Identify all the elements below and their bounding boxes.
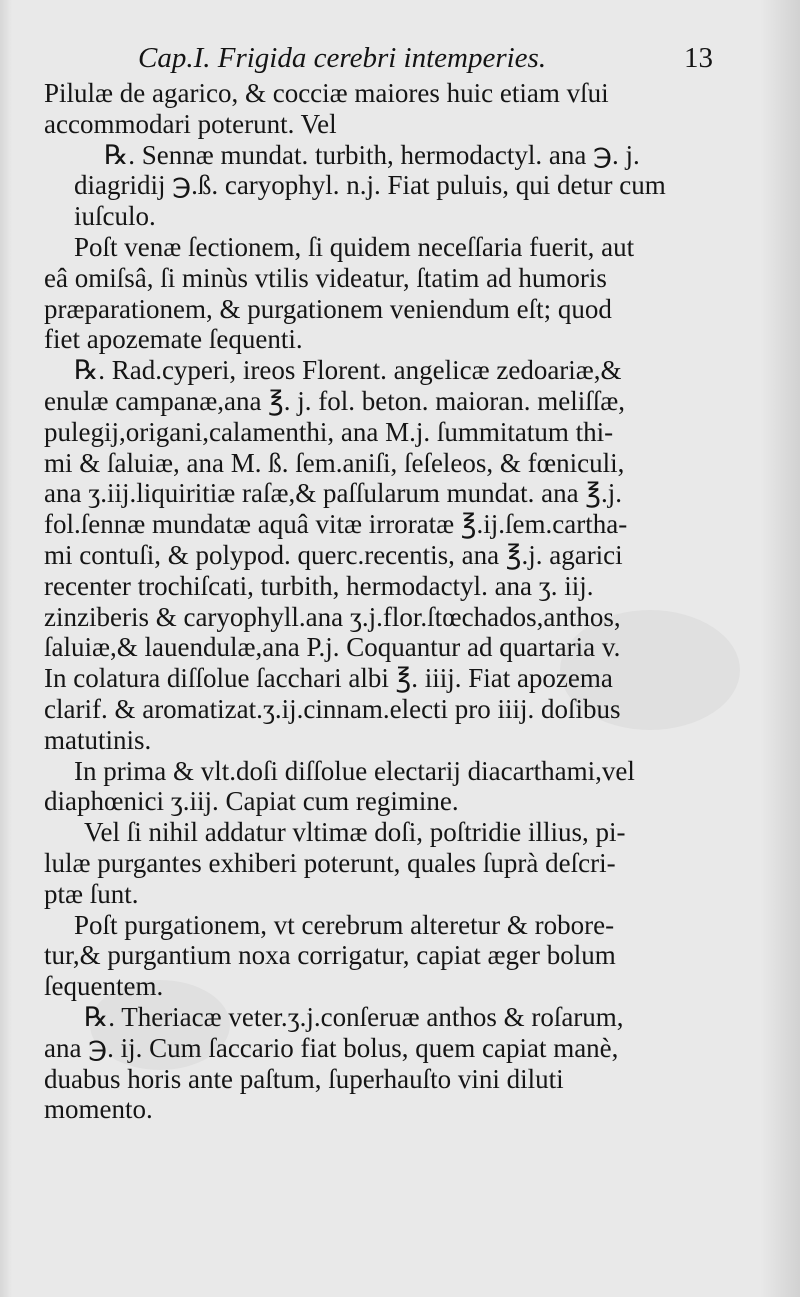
recipe-paragraph xyxy=(44,140,724,232)
text-line: ſequentem. xyxy=(44,971,164,1002)
text-line: diaphœnici ʒ.iij. Capiat cum regimine. xyxy=(44,786,459,817)
text-line: iuſculo. xyxy=(74,201,156,232)
text-line: ℞. Rad.cyperi, ireos Florent. angelicæ zedoariæ,& xyxy=(74,355,622,386)
page-number: 13 xyxy=(684,42,713,74)
text-line: In colatura diſſolue ſacchari albi ℥. iiij. Fiat apozema xyxy=(44,663,613,694)
text-line: ptæ ſunt. xyxy=(44,878,139,909)
text-line: momento. xyxy=(44,1094,153,1125)
paragraph xyxy=(44,78,724,140)
text-line: fiet apozemate ſequenti. xyxy=(44,324,303,355)
paragraph xyxy=(44,910,724,1002)
text-line: recenter trochiſcati, turbith, hermodactyl. ana ʒ. iij. xyxy=(44,570,594,601)
text-line: mi & ſaluiæ, ana M. ß. ſem.aniſi, ſeſeleos, & fœniculi, xyxy=(44,447,625,478)
running-header xyxy=(138,42,713,82)
text-line: eâ omiſsâ, ſi minùs vtilis videatur, ſtatim ad humoris xyxy=(44,262,607,293)
recipe-paragraph xyxy=(44,355,724,755)
text-line: pulegij,origani,calamenthi, ana M.j. ſummitatum thi- xyxy=(44,416,614,447)
text-line: clarif. & aromatizat.ʒ.ij.cinnam.electi pro iiij. doſibus xyxy=(44,693,621,724)
text-line: ana ʒ.iij.liquiritiæ raſæ,& paſſularum mundat. ana ℥.j. xyxy=(44,478,622,509)
recipe-paragraph xyxy=(44,1002,724,1125)
text-line: ℞. Theriacæ veter.ʒ.j.conſeruæ anthos & roſarum, xyxy=(84,1001,624,1032)
text-line: ℞. Sennæ mundat. turbith, hermodactyl. ana ℈. j. xyxy=(104,139,640,170)
text-line: tur,& purgantium noxa corrigatur, capiat æger bolum xyxy=(44,940,616,971)
text-line: præparationem, & purgationem veniendum eſt; quod xyxy=(44,293,612,324)
text-line: Poſt purgationem, vt cerebrum alteretur & robore- xyxy=(74,909,615,940)
text-line: ana ℈. ij. Cum ſaccario fiat bolus, quem capiat manè, xyxy=(44,1032,619,1063)
text-line: accommodari poterunt. Vel xyxy=(44,108,337,139)
text-line: matutinis. xyxy=(44,724,152,755)
text-line: fol.ſennæ mundatæ aquâ vitæ irroratæ ℥.ij.ſem.cartha- xyxy=(44,509,628,540)
text-line: zinziberis & caryophyll.ana ʒ.j.flor.ſtœchados,anthos, xyxy=(44,601,621,632)
text-line: mi contuſi, & polypod. querc.recentis, ana ℥.j. agarici xyxy=(44,539,623,570)
text-line: lulæ purgantes exhiberi poterunt, quales ſuprà deſcri- xyxy=(44,847,616,878)
paragraph xyxy=(44,232,724,355)
text-line: diagridij ℈.ß. caryophyl. n.j. Fiat puluis, qui detur cum xyxy=(74,170,666,201)
text-line: In prima & vlt.doſi diſſolue electarij diacarthami,vel xyxy=(74,755,635,786)
paragraph xyxy=(44,817,724,909)
text-line: duabus horis ante paſtum, ſuperhauſto vini diluti xyxy=(44,1063,564,1094)
text-line: Poſt venæ ſectionem, ſi quidem neceſſaria fuerit, aut xyxy=(74,231,635,262)
chapter-title: Cap.I. Frigida cerebri intemperies. xyxy=(138,42,547,74)
text-line: Vel ſi nihil addatur vltimæ doſi, poſtridie illius, pi- xyxy=(84,817,626,848)
text-line: Pilulæ de agarico, & cocciæ maiores huic etiam vſui xyxy=(44,78,609,108)
body-text xyxy=(44,78,724,1125)
paragraph xyxy=(44,756,724,818)
text-line: enulæ campanæ,ana ℥. j. fol. beton. maioran. meliſſæ, xyxy=(44,385,625,416)
text-line: ſaluiæ,& lauendulæ,ana P.j. Coquantur ad quartaria v. xyxy=(44,632,621,663)
